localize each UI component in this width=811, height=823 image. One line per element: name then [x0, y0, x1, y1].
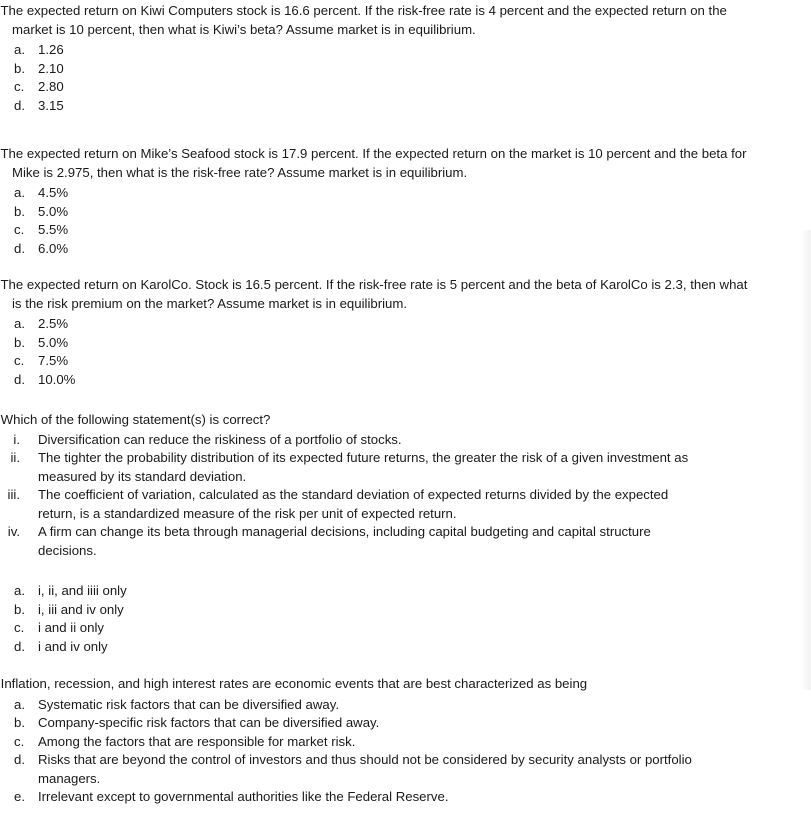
option: c. i and ii only [14, 620, 104, 636]
options-list [0, 582, 700, 656]
question-text [0, 145, 760, 182]
option: c. 2.80 [14, 79, 64, 95]
question-text [0, 276, 760, 313]
question-6 [0, 411, 700, 656]
question-body: The expected return on Mike’s Seafood stock is 17.9 percent. If the expected return on the market is 10 percent and the beta for Mike is 2.975, then what is the risk-free rate? Assume market is in equilibrium. [0, 146, 747, 180]
question-body: The expected return on Kiwi Computers stock is 16.6 percent. If the risk-free rate is 4 percent and the expected return on the market is 10 percent, then what is Kiwi’s beta? Assume market is in equilibrium. [0, 3, 727, 37]
option: a. 1.26 [14, 42, 64, 57]
option: d. 6.0% [14, 240, 69, 256]
page-edge-shadow [801, 230, 811, 690]
options-list [0, 696, 700, 808]
statement: iii. The coefficient of variation, calculated as the standard deviation of expected returns divided by the expected return, is a standardized measure of the risk per unit of expected return. [7, 487, 669, 521]
option: b. 5.0% [14, 203, 69, 219]
option: c. 7.5% [14, 353, 69, 369]
option: a. i, ii, and iiii only [14, 583, 127, 598]
option: e. Irrelevant except to governmental authorities like the Federal Reserve. [14, 789, 449, 805]
options-list [0, 184, 760, 258]
options-list [0, 315, 760, 389]
option: a. 2.5% [14, 316, 69, 331]
question-text [0, 411, 700, 430]
option: c. 5.5% [14, 222, 69, 238]
option: a. 4.5% [14, 185, 69, 200]
question-3 [0, 2, 760, 115]
option: d. i and iv only [14, 638, 108, 654]
question-text [0, 2, 760, 39]
option: b. 2.10 [14, 60, 64, 76]
option: b. Company-specific risk factors that can be diversified away. [14, 715, 380, 731]
option: c. Among the factors that are responsible for market risk. [14, 733, 356, 749]
option: a. Systematic risk factors that can be diversified away. [14, 696, 339, 712]
statement: i. Diversification can reduce the riskiness of a portfolio of stocks. [13, 431, 402, 447]
question-4 [0, 145, 760, 258]
option: d. Risks that are beyond the control of investors and thus should not be considered by security analysts or portfolio managers. [14, 752, 692, 786]
option: b. i, iii and iv only [14, 601, 124, 617]
option: b. 5.0% [14, 334, 69, 350]
question-body: Inflation, recession, and high interest rates are economic events that are best characterized as being [0, 676, 588, 691]
statement: iv. A firm can change its beta through managerial decisions, including capital budgeting and capital structure decisions. [7, 524, 651, 558]
statement: ii. The tighter the probability distribution of its expected future returns, the greater the risk of a given investment as measured by its standard deviation. [10, 450, 689, 484]
option: d. 10.0% [14, 371, 76, 387]
options-list [0, 41, 760, 115]
question-7 [0, 675, 700, 807]
question-text [0, 675, 700, 694]
question-body: The expected return on KarolCo. Stock is 16.5 percent. If the risk-free rate is 5 percent and the beta of KarolCo is 2.3, then what is the risk premium on the market? Assume market is in equilibrium. [0, 277, 748, 311]
option: d. 3.15 [14, 97, 64, 113]
question-body: Which of the following statement(s) is correct? [0, 412, 271, 427]
question-5 [0, 276, 760, 389]
statements-list [0, 431, 700, 561]
